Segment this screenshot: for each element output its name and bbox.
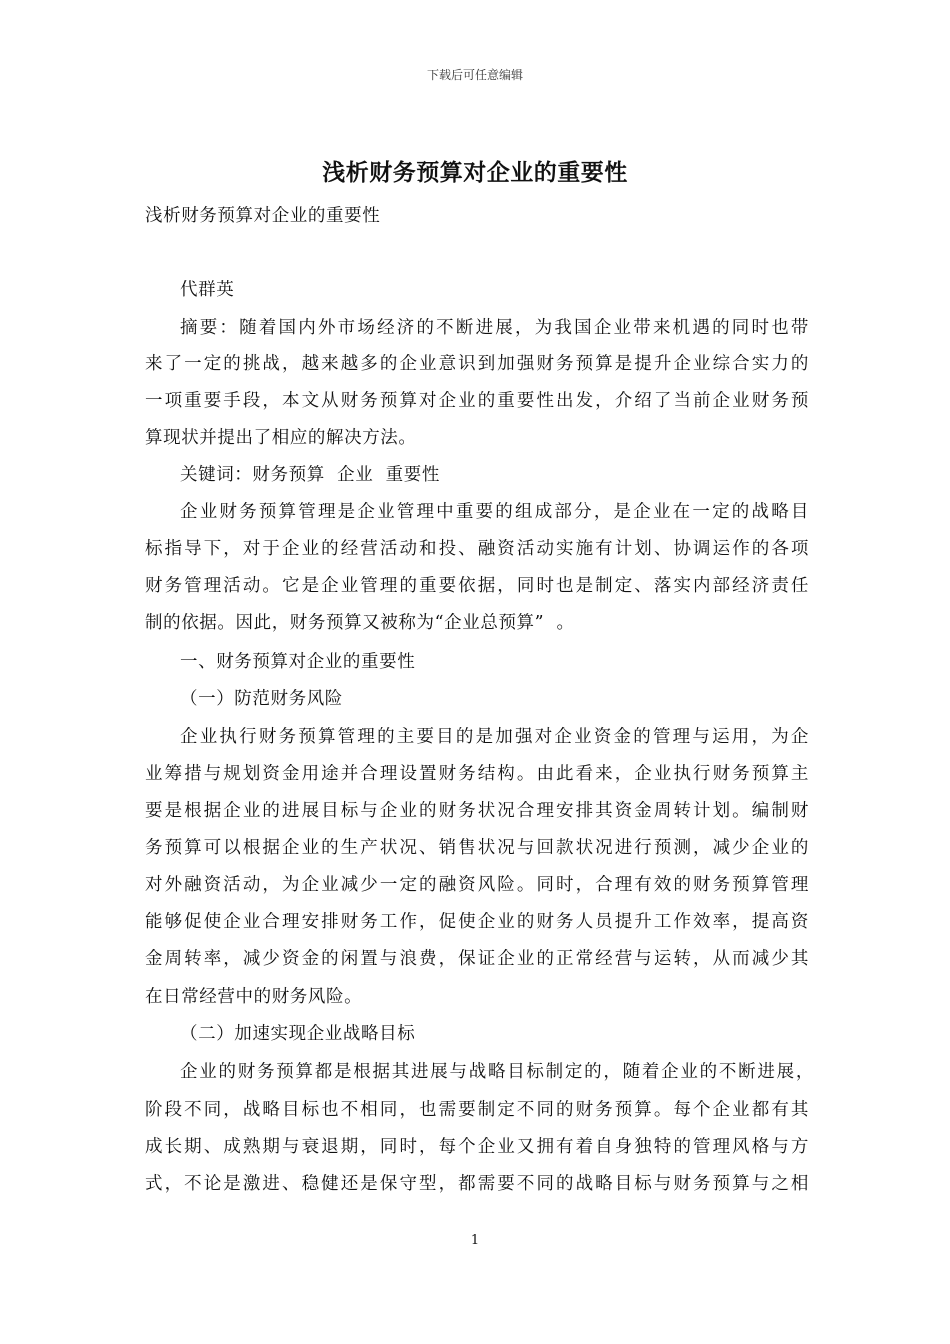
document-title: 浅析财务预算对企业的重要性 xyxy=(322,159,628,186)
paragraph-line: 对外融资活动，为企业减少一定的融资风险。同时，合理有效的财务预算管理 xyxy=(145,875,809,895)
paragraph-line: 能够促使企业合理安排财务工作，促使企业的财务人员提升工作效率，提高资 xyxy=(145,912,809,932)
abstract-line: 算现状并提出了相应的解决方法。 xyxy=(145,428,417,448)
paragraph-line: 制的依据。因此，财务预算又被称为“企业总预算” 。 xyxy=(145,613,575,633)
paragraph-line: 企业执行财务预算管理的主要目的是加强对企业资金的管理与运用，为企 xyxy=(180,727,809,747)
paragraph-line: 式，不论是激进、稳健还是保守型，都需要不同的战略目标与财务预算与之相 xyxy=(145,1174,809,1194)
paragraph-line: 企业的财务预算都是根据其进展与战略目标制定的，随着企业的不断进展， xyxy=(180,1062,814,1082)
abstract-line: 来了一定的挑战，越来越多的企业意识到加强财务预算是提升企业综合实力的 xyxy=(145,354,809,374)
page-header: 下载后可任意编辑 xyxy=(426,68,523,82)
subsection-heading: （一）防范财务风险 xyxy=(180,689,343,709)
section-heading: 一、财务预算对企业的重要性 xyxy=(180,652,416,672)
author-line: 代群英 xyxy=(180,280,235,300)
paragraph-line: 金周转率，减少资金的闲置与浪费，保证企业的正常经营与运转，从而减少其 xyxy=(145,949,809,969)
paragraph-line: 业筹措与规划资金用途并合理设置财务结构。由此看来，企业执行财务预算主 xyxy=(145,764,809,784)
page-number: 1 xyxy=(470,1233,480,1248)
paragraph-line: 在日常经营中的财务风险。 xyxy=(145,987,363,1007)
paragraph-line: 财务管理活动。它是企业管理的重要依据，同时也是制定、落实内部经济责任 xyxy=(145,576,809,596)
paragraph-line: 标指导下，对于企业的经营活动和投、融资活动实施有计划、协调运作的各项 xyxy=(145,539,809,559)
paragraph-line: 务预算可以根据企业的生产状况、销售状况与回款状况进行预测，减少企业的 xyxy=(145,838,809,858)
subsection-heading: （二）加速实现企业战略目标 xyxy=(180,1024,416,1044)
paragraph-line: 企业财务预算管理是企业管理中重要的组成部分，是企业在一定的战略目 xyxy=(180,502,809,522)
paragraph-line: 要是根据企业的进展目标与企业的财务状况合理安排其资金周转计划。编制财 xyxy=(145,801,809,821)
paragraph-line: 成长期、成熟期与衰退期，同时，每个企业又拥有着自身独特的管理风格与方 xyxy=(145,1137,809,1157)
abstract-line: 一项重要手段，本文从财务预算对企业的重要性出发，介绍了当前企业财务预 xyxy=(145,391,809,411)
abstract-line: 摘要：随着国内外市场经济的不断进展，为我国企业带来机遇的同时也带 xyxy=(180,318,809,338)
paragraph-line: 阶段不同，战略目标也不相同，也需要制定不同的财务预算。每个企业都有其 xyxy=(145,1100,809,1120)
keywords-line: 关键词：财务预算 企业 重要性 xyxy=(180,465,440,485)
subtitle-line: 浅析财务预算对企业的重要性 xyxy=(145,206,381,226)
